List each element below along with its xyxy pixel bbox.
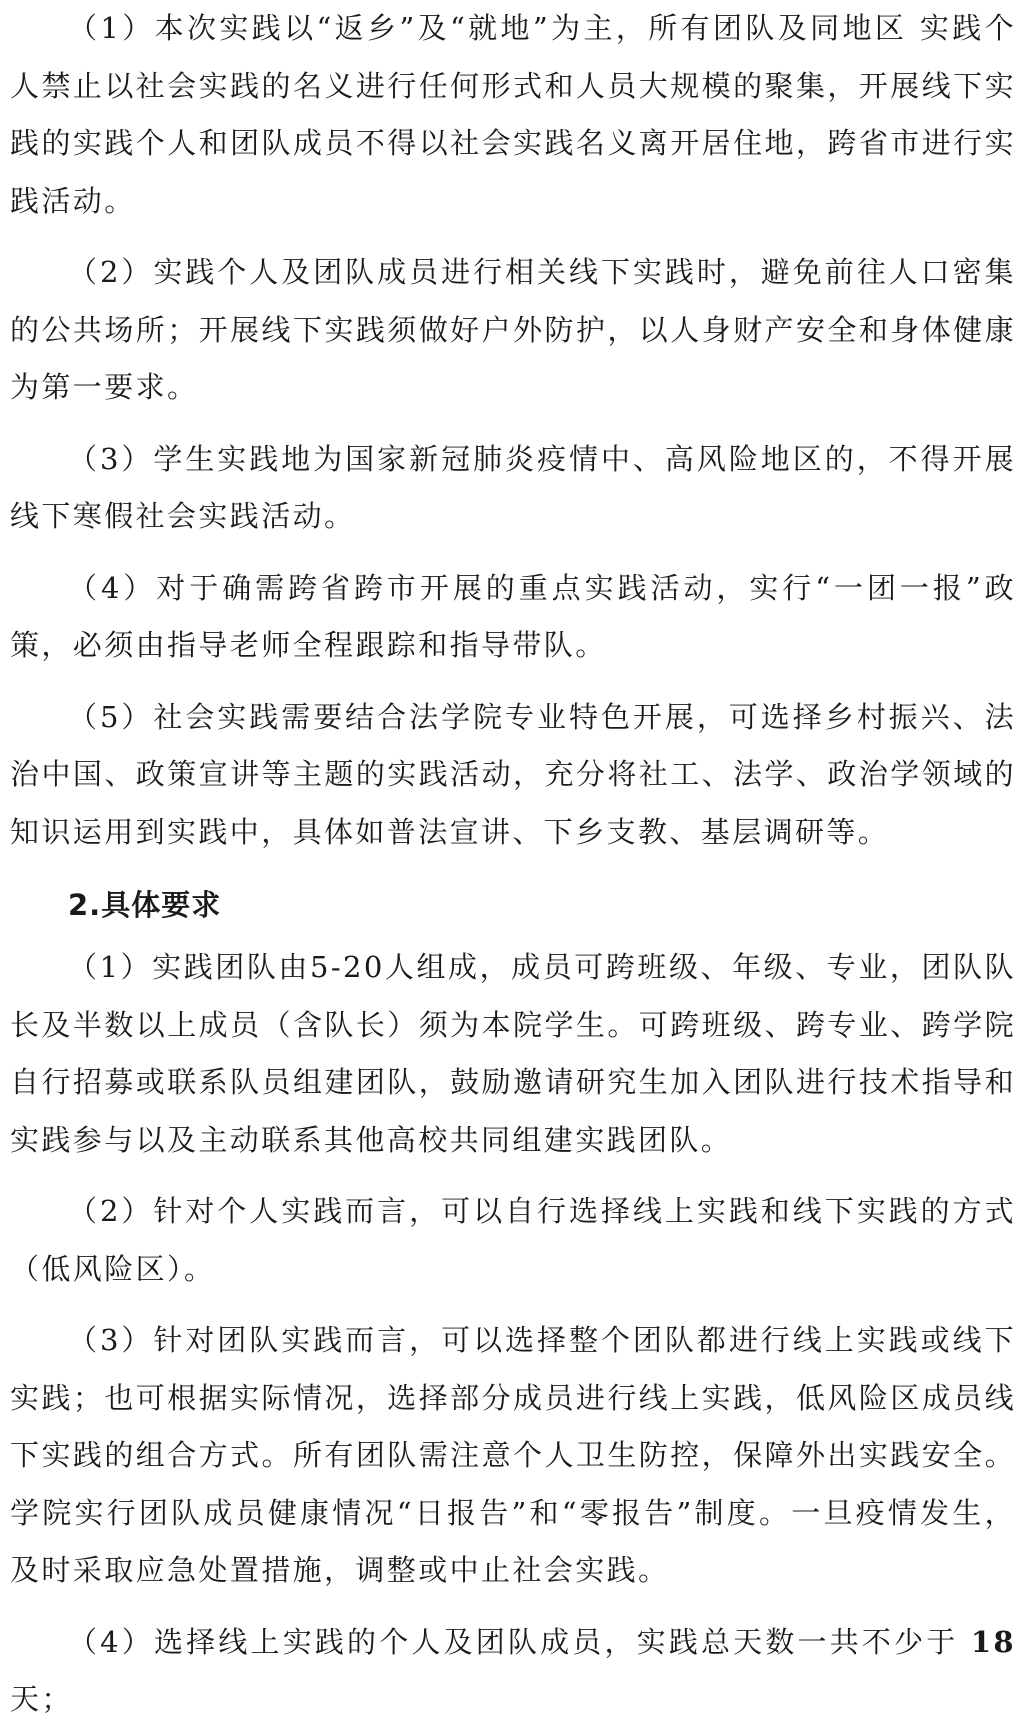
paragraph-2-3: （3）针对团队实践而言，可以选择整个团队都进行线上实践或线下实践；也可根据实际情况，选择部分成员进行线上实践，低风险区成员线下实践的组合方式。所有团队需注意个人卫生防控，保障外出实践安全。学院实行团队成员健康情况“日报告”和“零报告”制度。一旦疫情发生，及时采取应急处置措施，调整或中止社会实践。 [10,1323,1016,1587]
paragraph-2-4-suffix: 天； [10,1682,73,1716]
paragraph-1-4: （4）对于确需跨省跨市开展的重点实践活动，实行“一团一报”政策，必须由指导老师全程跟踪和指导带队。 [10,570,1016,662]
paragraph-2-1: （1）实践团队由5-20人组成，成员可跨班级、年级、专业，团队队长及半数以上成员（含队长）须为本院学生。可跨班级、跨专业、跨学院自行招募或联系队员组建团队，鼓励邀请研究生加入团队进行技术指导和实践参与以及主动联系其他高校共同组建实践团队。 [10,950,1016,1157]
online-practice-days-value: 18 [970,1624,1016,1659]
paragraph-2-4 [0,1614,1024,1729]
section-heading-specific-requirements: 2.具体要求 [68,888,222,922]
paragraph-2-2: （2）针对个人实践而言，可以自行选择线上实践和线下实践的方式（低风险区）。 [10,1194,1016,1286]
paragraph-2-4-prefix: （4）选择线上实践的个人及团队成员，实践总天数一共不少于 [68,1624,971,1659]
paragraph-1-2: （2）实践个人及团队成员进行相关线下实践时，避免前往人口密集的公共场所；开展线下实践须做好户外防护，以人身财产安全和身体健康为第一要求。 [10,255,1016,404]
paragraph-1-1: （1）本次实践以“返乡”及“就地”为主，所有团队及同地区 实践个人禁止以社会实践的名义进行任何形式和人员大规模的聚集，开展线下实践的实践个人和团队成员不得以社会实践名义离开居住地，跨省市进行实践活动。 [10,11,1016,218]
paragraph-1-3: （3）学生实践地为国家新冠肺炎疫情中、高风险地区的，不得开展线下寒假社会实践活动。 [10,441,1016,533]
paragraph-1-5: （5）社会实践需要结合法学院专业特色开展，可选择乡村振兴、法治中国、政策宣讲等主题的实践活动，充分将社工、法学、政治学领域的知识运用到实践中，具体如普法宣讲、下乡支教、基层调研等。 [10,699,1016,849]
